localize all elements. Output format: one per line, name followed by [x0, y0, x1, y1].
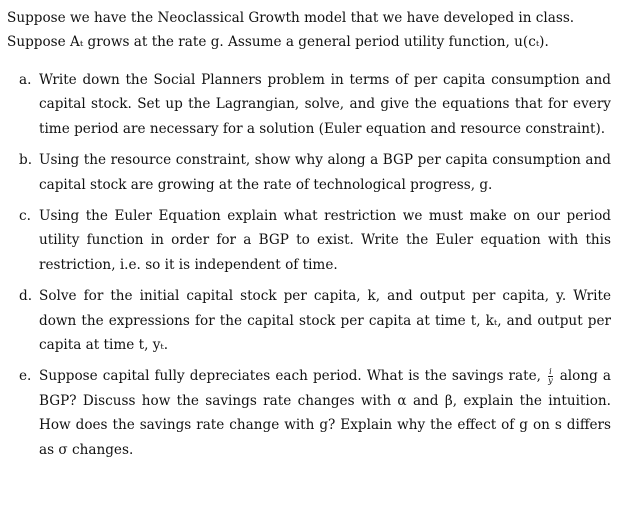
question-text-after: along a BGP? Discuss how the savings rate changes with α and β, explain the intuition. How does the savings rate change with g? Explain why the effect of g on s differs as σ changes.: [39, 368, 611, 458]
question-a: [7, 68, 611, 141]
question-text: [39, 364, 611, 462]
problem-intro: [7, 6, 611, 54]
question-text-before: Suppose capital fully depreciates each period. What is the savings rate,: [39, 368, 541, 385]
question-c: [7, 204, 611, 277]
question-list: [7, 68, 611, 462]
fraction-denominator: y: [548, 376, 553, 386]
intro-line-1: Suppose we have the Neoclassical Growth model that we have developed in class.: [7, 10, 575, 26]
question-d: [7, 284, 611, 357]
question-marker: a.: [19, 72, 32, 88]
question-marker: e.: [19, 368, 32, 385]
question-text: Write down the Social Planners problem in terms of per capita consumption and capital stock. Set up the Lagrangian, solve, and give the equations that for every time period are necessary for a solution (Euler equation and resource constraint).: [39, 72, 611, 137]
question-marker: b.: [19, 152, 33, 169]
question-marker: c.: [19, 208, 31, 225]
question-text: Solve for the initial capital stock per capita, k, and output per capita, y. Write down the expressions for the capital stock per capita at time t, kₜ, and output per capita at time t, yₜ.: [39, 288, 611, 354]
question-text: Using the resource constraint, show why along a BGP per capita consumption and capital stock are growing at the rate of technological progress, g.: [39, 152, 611, 193]
question-marker: d.: [19, 288, 33, 305]
fraction-numerator: i: [549, 367, 552, 377]
question-e: [7, 364, 611, 462]
question-text: Using the Euler Equation explain what restriction we must make on our period utility function in order for a BGP to exist. Write the Euler equation with this restriction, i.e. so it is independent of time.: [39, 208, 611, 273]
problem-page: [7, 6, 611, 469]
intro-line-2: Suppose Aₜ grows at the rate g. Assume a general period utility function, u(cₜ).: [7, 34, 549, 50]
question-b: [7, 148, 611, 197]
savings-rate-fraction: [548, 368, 553, 385]
